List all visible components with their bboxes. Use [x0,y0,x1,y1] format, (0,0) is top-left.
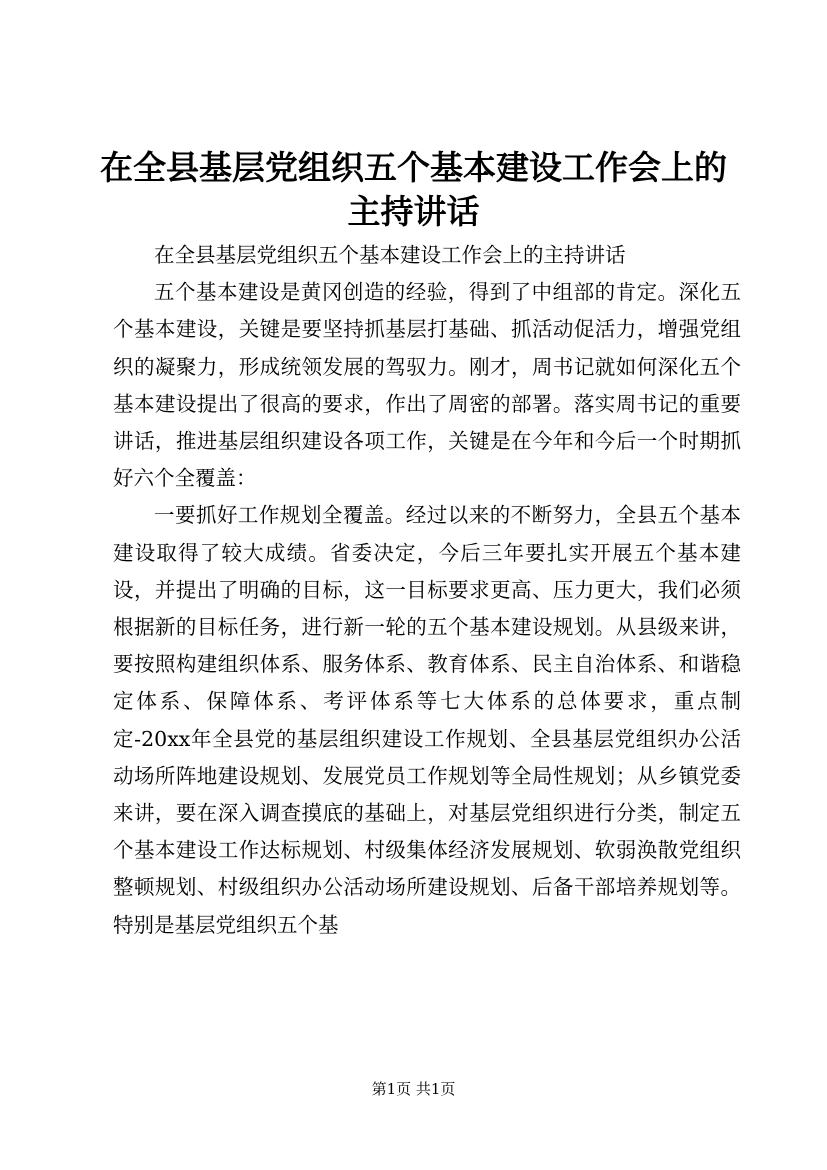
body-paragraph: 五个基本建设是黄冈创造的经验，得到了中组部的肯定。深化五个基本建设，关键是要坚持抓基层打基础、抓活动促活力，增强党组织的凝聚力，形成统领发展的驾驭力。刚才，周书记就如何深化五个基本建设提出了很高的要求，作出了周密的部署。落实周书记的重要讲话，推进基层组织建设各项工作，关键是在今年和今后一个时期抓好六个全覆盖： [113,280,741,491]
subtitle-paragraph: 在全县基层党组织五个基本建设工作会上的主持讲话 [154,243,626,267]
document-body [113,237,741,944]
page-footer: 第1页 共1页 [371,1080,456,1098]
body-paragraph: 一要抓好工作规划全覆盖。经过以来的不断努力，全县五个基本建设取得了较大成绩。省委决定，今后三年要扎实开展五个基本建设，并提出了明确的目标，这一目标要求更高、压力更大，我们必须根据新的目标任务，进行新一轮的五个基本建设规划。从县级来讲，要按照构建组织体系、服务体系、教育体系、民主自治体系、和谐稳定体系、保障体系、考评体系等七大体系的总体要求，重点制定-20xx年全县党的基层组织建设工作规划、全县基层党组织办公活动场所阵地建设规划、发展党员工作规划等全局性规划；从乡镇党委来讲，要在深入调查摸底的基础上，对基层党组织进行分类，制定五个基本建设工作达标规划、村级集体经济发展规划、软弱涣散党组织整顿规划、村级组织办公活动场所建设规划、后备干部培养规划等。特别是基层党组织五个基 [113,503,741,937]
document-title: 在全县基层党组织五个基本建设工作会上的主持讲话 [100,148,727,231]
